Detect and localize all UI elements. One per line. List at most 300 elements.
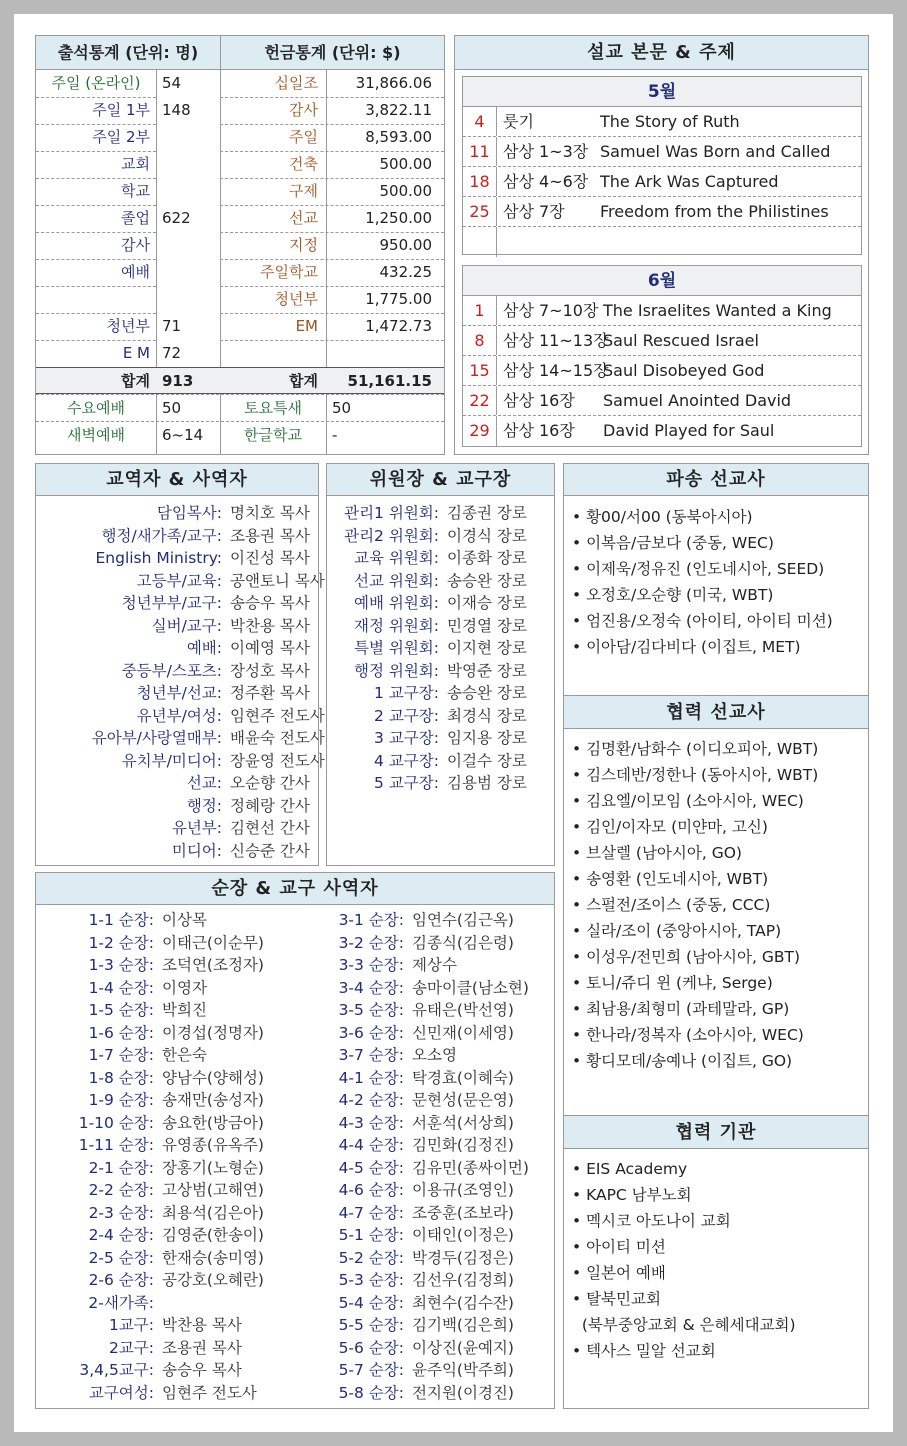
role-text: 유아부/사랑열매부: [91, 729, 217, 747]
list-item: [327, 682, 554, 705]
committee-header: 위원장 & 교구장: [327, 464, 554, 496]
role-label: [36, 1382, 154, 1405]
offering-value: 950.00: [379, 236, 432, 254]
attendance-value: 54: [162, 74, 182, 92]
person-name: 윤주익(박주희): [412, 1361, 514, 1379]
bulletin-page: [14, 14, 893, 1432]
list-item: • KAPC 남부노회: [572, 1186, 692, 1204]
role-label: [327, 547, 439, 570]
colon: :: [148, 1091, 154, 1109]
role-label: [327, 705, 439, 728]
stats-row: [36, 313, 444, 340]
role-text: 5-4 순장: [338, 1293, 399, 1312]
role-label: [36, 1179, 154, 1202]
list-item: [286, 1044, 556, 1067]
list-item: • 황00/서00 (동북아시아): [572, 508, 753, 526]
month-may: [462, 76, 862, 255]
person-name: 양남수(양해성): [162, 1068, 264, 1087]
person-name: 이걸수 장로: [447, 751, 527, 770]
sermon-date: 22: [463, 386, 497, 415]
offering-label: 지정: [289, 236, 318, 254]
role-label: [327, 750, 439, 773]
list-item: • 아이티 미션: [572, 1238, 666, 1256]
role-label: [286, 1089, 404, 1112]
colon: :: [398, 1046, 404, 1064]
list-item: [36, 817, 318, 840]
sermon-passage: 삼상 1~3장: [503, 142, 589, 161]
colon: :: [398, 1181, 404, 1199]
list-item: [36, 954, 296, 977]
role-text: 특별 위원회: [353, 639, 434, 657]
colon: :: [216, 796, 222, 815]
role-text: 교구여성: [88, 1383, 149, 1402]
colon: :: [148, 1158, 154, 1177]
attendance-label: 예배: [121, 263, 150, 281]
sermon-date: 29: [463, 416, 497, 446]
person-name: 제상수: [412, 956, 457, 974]
person-name: 김종식(김은령): [412, 933, 514, 952]
person-name: 김현선 간사: [230, 819, 310, 837]
sermon-title: Saul Disobeyed God: [603, 361, 765, 380]
offering-label: 선교: [289, 209, 318, 227]
list-item: [327, 592, 554, 615]
role-text: 1-4 순장: [88, 978, 149, 997]
list-item: • 한나라/정복자 (소아시아, WEC): [572, 1026, 804, 1044]
sermon-row: [463, 356, 861, 386]
role-text: 예배: [186, 639, 217, 657]
role-label: [36, 525, 222, 548]
person-name: 김용범 장로: [447, 774, 527, 792]
person-name: 신민재(이세영): [412, 1023, 514, 1042]
role-text: 재정 위원회: [353, 616, 434, 635]
list-item: [36, 1382, 296, 1405]
sermon-date: 25: [463, 197, 497, 226]
role-label: [36, 1359, 154, 1382]
list-item: [36, 1179, 296, 1202]
offering-label: 건축: [289, 155, 318, 173]
list-item: [36, 1337, 296, 1360]
colon: :: [398, 1316, 404, 1334]
role-label: [286, 1382, 404, 1405]
role-label: [36, 977, 154, 1000]
role-label: [286, 932, 404, 955]
colon: :: [398, 978, 404, 997]
person-name: 임현주 전도사: [162, 1383, 257, 1402]
role-label: [36, 1202, 154, 1225]
role-label: [36, 772, 222, 795]
list-item: • 황디모데/송예나 (이집트, GO): [572, 1052, 793, 1070]
role-label: [36, 1112, 154, 1135]
list-item: [36, 637, 318, 660]
role-text: 3-1 순장: [338, 911, 399, 929]
colon: :: [433, 504, 439, 522]
list-item: • 탈북민교회: [572, 1290, 661, 1308]
role-label: [36, 817, 222, 840]
role-text: 5-1 순장: [338, 1226, 399, 1244]
person-name: 유영종(유옥주): [162, 1136, 264, 1154]
role-text: 5-8 순장: [338, 1383, 399, 1402]
person-name: 최용석(김은아): [162, 1203, 264, 1222]
list-item: [327, 570, 554, 593]
attendance-label: 청년부: [106, 317, 150, 335]
attendance-value: 72: [162, 344, 182, 362]
colon: :: [216, 684, 222, 702]
role-label: [36, 615, 222, 638]
colon: :: [433, 526, 439, 545]
colon: :: [148, 1383, 154, 1402]
colon: :: [216, 774, 222, 792]
person-name: 이영자: [162, 978, 207, 997]
colon: :: [398, 911, 404, 929]
role-text: 실버/교구: [151, 616, 217, 635]
committee-section: [326, 463, 555, 866]
colon: :: [216, 571, 222, 590]
person-name: 송요한(방금아): [162, 1113, 264, 1132]
person-name: 송마이클(남소현): [412, 978, 529, 997]
role-label: [327, 660, 439, 683]
list-item: [286, 1292, 556, 1315]
colon: :: [148, 1023, 154, 1042]
colon: :: [216, 819, 222, 837]
list-item: [36, 1112, 296, 1135]
colon: :: [216, 549, 222, 567]
person-name: 이예영 목사: [230, 639, 310, 657]
role-text: 담임목사: [156, 504, 217, 522]
role-text: 5-6 순장: [338, 1338, 399, 1357]
role-text: 1-5 순장: [88, 1001, 149, 1019]
colon: :: [216, 729, 222, 747]
list-item: • 이제욱/정유진 (인도네시아, SEED): [572, 560, 825, 578]
list-item: [327, 502, 554, 525]
role-text: 3,4,5교구: [79, 1361, 149, 1379]
colon: :: [398, 1023, 404, 1042]
colon: :: [398, 1361, 404, 1379]
list-item: [36, 1292, 296, 1315]
stats-row: [36, 124, 444, 151]
role-label: [36, 1157, 154, 1180]
person-name: 송승완 장로: [447, 684, 527, 702]
role-label: [36, 1224, 154, 1247]
role-label: [36, 1247, 154, 1270]
role-label: [36, 547, 222, 570]
sermon-row: [463, 197, 861, 227]
colon: :: [398, 933, 404, 952]
sermon-passage: 삼상 4~6장: [503, 172, 589, 191]
colon: :: [148, 1113, 154, 1132]
role-text: 1-1 순장: [88, 911, 149, 929]
list-item: [36, 750, 325, 773]
list-item: • 김명환/남화수 (이디오피아, WBT): [572, 740, 819, 758]
colon: :: [398, 1383, 404, 1402]
offering-value: 1,250.00: [365, 209, 432, 227]
colon: :: [398, 1293, 404, 1312]
list-item: [286, 1179, 556, 1202]
person-name: 이경섭(정명자): [162, 1023, 264, 1042]
list-item: • 스펄전/조이스 (중동, CCC): [572, 896, 771, 914]
list-item: • 브살렐 (남아시아, GO): [572, 844, 742, 862]
staff-section: [35, 463, 325, 866]
sermon-title: David Played for Saul: [603, 421, 775, 440]
list-item: [36, 1269, 296, 1292]
colon: :: [148, 1068, 154, 1087]
role-text: 중등부/스포츠: [121, 661, 217, 680]
colon: :: [398, 1226, 404, 1244]
sermon-passage: 룻기: [503, 112, 534, 131]
role-text: 2 교구장: [374, 706, 434, 725]
role-text: 1-3 순장: [88, 956, 149, 974]
list-item: [286, 1269, 556, 1292]
list-item: • 이복음/금보다 (중동, WEC): [572, 534, 774, 552]
offering-label: 주일학교: [260, 263, 318, 281]
colon: :: [216, 594, 222, 612]
role-text: 2-4 순장: [88, 1226, 149, 1244]
colon: :: [433, 706, 439, 725]
person-name: 이지현 장로: [447, 639, 527, 657]
role-label: [36, 1067, 154, 1090]
person-name: 이용규(조영인): [412, 1181, 514, 1199]
colon: :: [216, 706, 222, 725]
person-name: 배윤숙 전도사: [230, 729, 325, 747]
attendance-value: 148: [162, 101, 191, 119]
person-name: 문현성(문은영): [412, 1091, 514, 1109]
person-name: 김영준(한송이): [162, 1226, 264, 1244]
list-item: [327, 772, 554, 795]
list-item: [327, 615, 554, 638]
list-item: • 멕시코 아도나이 교회: [572, 1212, 731, 1230]
role-text: 청년부부/교구: [121, 594, 217, 612]
role-label: [286, 1112, 404, 1135]
role-text: 2-1 순장: [88, 1158, 149, 1177]
list-item: [36, 932, 296, 955]
list-item: [286, 1112, 556, 1135]
person-name: 이재승 장로: [447, 594, 527, 612]
role-text: 3-2 순장: [338, 933, 399, 952]
role-label: [286, 1179, 404, 1202]
list-item: [36, 592, 318, 615]
list-item: [36, 977, 296, 1000]
colon: :: [398, 1248, 404, 1267]
person-name: 공강호(오혜란): [162, 1271, 264, 1289]
offering-value: 1,775.00: [365, 290, 432, 308]
person-name: 임지용 장로: [447, 729, 527, 747]
list-item: [286, 1337, 556, 1360]
sermon-date: 8: [463, 326, 497, 355]
list-item: [36, 909, 296, 932]
list-item: • 이아담/김다비다 (이집트, MET): [572, 638, 801, 656]
statistics-table: [35, 35, 445, 455]
person-name: 송재만(송성자): [162, 1091, 264, 1109]
role-text: 5 교구장: [374, 774, 434, 792]
stats-row: [36, 70, 444, 97]
role-text: 1-9 순장: [88, 1091, 149, 1109]
offering-label: 토요특새: [244, 399, 302, 417]
list-item: • 이성우/전민희 (남아시아, GBT): [572, 948, 801, 966]
colon: :: [148, 1248, 154, 1267]
sermon-row: [463, 296, 861, 326]
role-label: [286, 1359, 404, 1382]
sermon-date: 1: [463, 296, 497, 325]
sermon-title: The Story of Ruth: [600, 112, 740, 131]
colon: :: [148, 956, 154, 974]
partner-missionaries-header: 협력 선교사: [564, 695, 868, 729]
stats-row: [36, 232, 444, 259]
list-item: • 텍사스 밀알 선교회: [572, 1342, 716, 1360]
person-name: 이경식 장로: [447, 526, 527, 545]
offering-value: 500.00: [379, 182, 432, 200]
leaders-section: [35, 872, 555, 1409]
list-item: [286, 1247, 556, 1270]
role-text: 1-10 순장: [78, 1113, 149, 1132]
role-text: 4-1 순장: [338, 1068, 399, 1087]
list-item: [286, 909, 556, 932]
list-item: [327, 525, 554, 548]
person-name: 김기백(김은희): [412, 1316, 514, 1334]
person-name: 최경식 장로: [447, 706, 527, 725]
colon: :: [216, 661, 222, 680]
person-name: 장윤영 전도사: [230, 751, 325, 770]
offering-label: 십일조: [274, 74, 318, 92]
attendance-label: 졸업: [121, 209, 150, 227]
person-name: 송승우 목사: [230, 594, 310, 612]
role-label: [286, 909, 404, 932]
role-label: [327, 682, 439, 705]
list-item: [327, 637, 554, 660]
person-name: 이상진(윤예지): [412, 1338, 514, 1357]
role-text: 관리1 위원회: [344, 504, 434, 522]
role-text: 미디어: [171, 841, 217, 860]
list-item: • EIS Academy: [572, 1160, 688, 1178]
list-item: [36, 999, 296, 1022]
stats-row: [36, 151, 444, 178]
offering-value: 432.25: [379, 263, 432, 281]
list-item: [36, 1067, 296, 1090]
role-label: [286, 999, 404, 1022]
role-text: 3-6 순장: [338, 1023, 399, 1042]
sermon-passage: 삼상 7장: [503, 202, 565, 221]
sermon-title: Samuel Was Born and Called: [600, 142, 831, 161]
list-item: [286, 1067, 556, 1090]
person-name: 한재승(송미영): [162, 1248, 264, 1267]
sermon-title: Freedom from the Philistines: [600, 202, 829, 221]
role-label: [36, 1022, 154, 1045]
role-text: 5-3 순장: [338, 1271, 399, 1289]
role-text: 1-2 순장: [88, 933, 149, 952]
list-item: • 김요엘/이모임 (소아시아, WEC): [572, 792, 804, 810]
colon: :: [148, 1361, 154, 1379]
role-text: 5-7 순장: [338, 1361, 399, 1379]
role-label: [286, 1202, 404, 1225]
role-text: English Ministry: [95, 549, 217, 567]
list-item: [327, 547, 554, 570]
offering-label: 한글학교: [244, 426, 302, 444]
role-label: [286, 1134, 404, 1157]
person-name: 박찬용 목사: [162, 1316, 242, 1334]
colon: :: [148, 1271, 154, 1289]
person-name: 임연수(김근옥): [412, 911, 514, 929]
colon: :: [216, 841, 222, 860]
colon: :: [148, 1226, 154, 1244]
role-text: 3 교구장: [374, 729, 434, 747]
attendance-label: 수요예배: [67, 399, 125, 417]
list-item: • 송영환 (인도네시아, WBT): [572, 870, 769, 888]
list-item: [36, 502, 318, 525]
list-item: [36, 1044, 296, 1067]
attendance-value: [162, 286, 220, 313]
role-text: 4-5 순장: [338, 1158, 399, 1177]
person-name: 장성호 목사: [230, 661, 310, 680]
role-label: [327, 525, 439, 548]
offering-value: 1,472.73: [365, 317, 432, 335]
role-label: [36, 954, 154, 977]
missionaries-section: [563, 463, 869, 1409]
person-name: 이태근(이순무): [162, 933, 264, 952]
sermon-row: [463, 137, 861, 167]
person-name: 유태은(박선영): [412, 1001, 514, 1019]
list-item: [327, 727, 554, 750]
role-text: 행정: [186, 796, 217, 815]
sermon-title: Saul Rescued Israel: [603, 331, 759, 350]
sent-missionaries-header: 파송 선교사: [564, 464, 868, 496]
person-name: 박경두(김정은): [412, 1248, 514, 1267]
colon: :: [216, 504, 222, 522]
colon: :: [398, 1158, 404, 1177]
person-name: 오소영: [412, 1046, 457, 1064]
colon: :: [433, 661, 439, 680]
offering-value: 500.00: [379, 155, 432, 173]
role-label: [36, 705, 222, 728]
person-name: 조용권 목사: [162, 1338, 242, 1357]
colon: :: [216, 751, 222, 770]
list-item: [36, 660, 318, 683]
role-text: 2-5 순장: [88, 1248, 149, 1267]
role-label: [327, 772, 439, 795]
person-name: 공앤토니 목사: [230, 571, 325, 590]
stats-row: [36, 340, 444, 367]
attendance-label: 합계: [121, 372, 150, 390]
person-name: 박영준 장로: [447, 661, 527, 680]
role-label: [286, 977, 404, 1000]
role-text: 1-8 순장: [88, 1068, 149, 1087]
role-text: 선교 위원회: [353, 571, 434, 590]
list-item: [286, 1089, 556, 1112]
role-label: [36, 932, 154, 955]
attendance-label: 주일 2부: [92, 128, 150, 146]
list-item: [36, 1157, 296, 1180]
list-item: • 김인/이자모 (미얀마, 고신): [572, 818, 768, 836]
role-text: 선교: [186, 774, 217, 792]
sermon-title: The Israelites Wanted a King: [603, 301, 832, 320]
colon: :: [398, 1338, 404, 1357]
role-text: 5-5 순장: [338, 1316, 399, 1334]
list-item: [36, 1089, 296, 1112]
offering-label: 감사: [289, 101, 318, 119]
colon: :: [148, 1181, 154, 1199]
role-text: 1-7 순장: [88, 1046, 149, 1064]
sermon-row: [463, 227, 861, 257]
sermon-date: 4: [463, 107, 497, 136]
colon: :: [216, 616, 222, 635]
role-label: [36, 999, 154, 1022]
person-name: 민경열 장로: [447, 616, 527, 635]
offering-value: -: [332, 426, 338, 444]
offering-header: 헌금통계 (단위: $): [220, 36, 444, 70]
role-text: 4-3 순장: [338, 1113, 399, 1132]
role-text: 유치부/미디어: [121, 751, 217, 770]
role-label: [36, 1314, 154, 1337]
list-item: [286, 1314, 556, 1337]
role-label: [36, 682, 222, 705]
role-text: 청년부/선교: [136, 684, 217, 702]
